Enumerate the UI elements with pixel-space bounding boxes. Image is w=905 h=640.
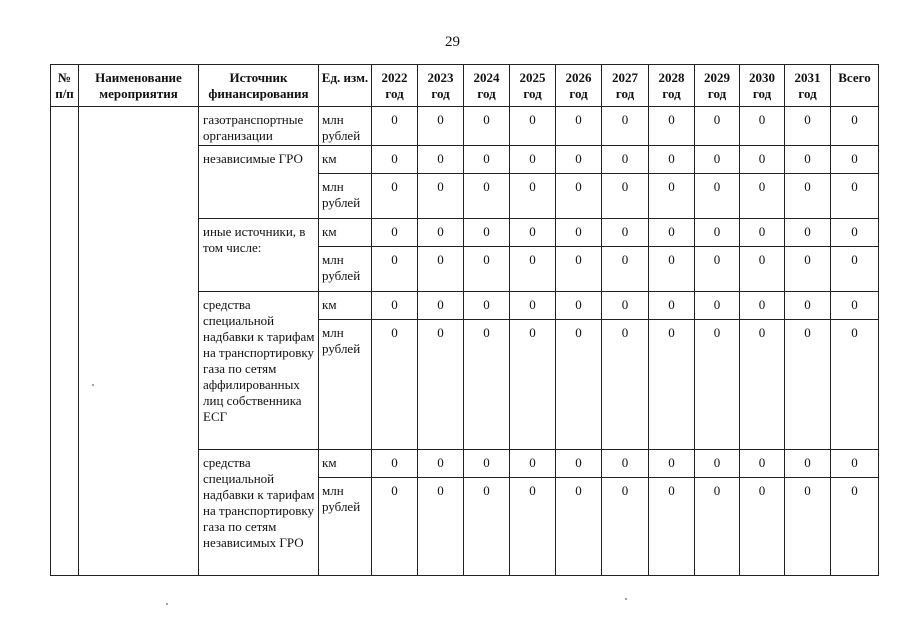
scan-speck	[92, 384, 94, 386]
value-cell: 0	[649, 107, 695, 146]
value-cell: 0	[556, 107, 602, 146]
value-cell: 0	[556, 146, 602, 174]
total-cell: 0	[831, 478, 879, 576]
header-unit: Ед. изм.	[319, 65, 372, 107]
header-total: Всего	[831, 65, 879, 107]
value-cell: 0	[556, 174, 602, 219]
unit-cell: млн рублей	[319, 107, 372, 146]
value-cell: 0	[556, 292, 602, 320]
value-cell: 0	[695, 219, 740, 247]
value-cell: 0	[372, 247, 418, 292]
value-cell: 0	[695, 174, 740, 219]
header-year: 2026 год	[556, 65, 602, 107]
value-cell: 0	[464, 219, 510, 247]
value-cell: 0	[740, 107, 785, 146]
value-cell: 0	[785, 146, 831, 174]
value-cell: 0	[510, 450, 556, 478]
value-cell: 0	[785, 219, 831, 247]
value-cell: 0	[649, 478, 695, 576]
value-cell: 0	[740, 292, 785, 320]
value-cell: 0	[418, 478, 464, 576]
value-cell: 0	[740, 450, 785, 478]
value-cell: 0	[649, 219, 695, 247]
unit-cell: млн рублей	[319, 478, 372, 576]
value-cell: 0	[785, 247, 831, 292]
value-cell: 0	[649, 146, 695, 174]
unit-cell: млн рублей	[319, 320, 372, 450]
value-cell: 0	[418, 247, 464, 292]
header-source: Источник финансирования	[199, 65, 319, 107]
unit-cell: млн рублей	[319, 174, 372, 219]
value-cell: 0	[464, 107, 510, 146]
value-cell: 0	[785, 320, 831, 450]
total-cell: 0	[831, 174, 879, 219]
num-cell	[51, 107, 79, 576]
table-row	[51, 107, 879, 146]
value-cell: 0	[695, 320, 740, 450]
value-cell: 0	[695, 450, 740, 478]
source-cell: средства специальной надбавки к тарифам на транспортировку газа по сетям аффилированных лиц собственника ЕСГ	[199, 292, 319, 450]
source-cell: независимые ГРО	[199, 146, 319, 219]
value-cell: 0	[510, 478, 556, 576]
header-year: 2023 год	[418, 65, 464, 107]
header-year: 2024 год	[464, 65, 510, 107]
unit-cell: км	[319, 146, 372, 174]
value-cell: 0	[418, 450, 464, 478]
value-cell: 0	[418, 174, 464, 219]
value-cell: 0	[464, 320, 510, 450]
value-cell: 0	[785, 292, 831, 320]
header-year: 2031 год	[785, 65, 831, 107]
header-year: 2029 год	[695, 65, 740, 107]
value-cell: 0	[785, 450, 831, 478]
source-cell: иные источники, в том числе:	[199, 219, 319, 292]
value-cell: 0	[785, 107, 831, 146]
value-cell: 0	[556, 219, 602, 247]
table-body	[51, 107, 879, 576]
value-cell: 0	[695, 292, 740, 320]
value-cell: 0	[602, 478, 649, 576]
value-cell: 0	[740, 219, 785, 247]
value-cell: 0	[649, 174, 695, 219]
value-cell: 0	[464, 478, 510, 576]
value-cell: 0	[418, 292, 464, 320]
value-cell: 0	[740, 174, 785, 219]
total-cell: 0	[831, 219, 879, 247]
header-year: 2027 год	[602, 65, 649, 107]
value-cell: 0	[556, 247, 602, 292]
header-year: 2028 год	[649, 65, 695, 107]
value-cell: 0	[510, 247, 556, 292]
source-cell: газотранспортные организации	[199, 107, 319, 146]
value-cell: 0	[372, 478, 418, 576]
value-cell: 0	[602, 107, 649, 146]
unit-cell: км	[319, 450, 372, 478]
value-cell: 0	[602, 219, 649, 247]
value-cell: 0	[464, 292, 510, 320]
value-cell: 0	[510, 107, 556, 146]
value-cell: 0	[649, 450, 695, 478]
value-cell: 0	[372, 292, 418, 320]
total-cell: 0	[831, 292, 879, 320]
total-cell: 0	[831, 146, 879, 174]
value-cell: 0	[418, 146, 464, 174]
value-cell: 0	[372, 107, 418, 146]
value-cell: 0	[602, 320, 649, 450]
value-cell: 0	[649, 247, 695, 292]
value-cell: 0	[602, 292, 649, 320]
value-cell: 0	[695, 478, 740, 576]
value-cell: 0	[372, 174, 418, 219]
value-cell: 0	[372, 320, 418, 450]
value-cell: 0	[510, 219, 556, 247]
unit-cell: км	[319, 292, 372, 320]
value-cell: 0	[602, 450, 649, 478]
total-cell: 0	[831, 320, 879, 450]
value-cell: 0	[510, 292, 556, 320]
value-cell: 0	[510, 174, 556, 219]
value-cell: 0	[510, 146, 556, 174]
value-cell: 0	[740, 247, 785, 292]
header-year: 2022 год	[372, 65, 418, 107]
source-cell: средства специальной надбавки к тарифам на транспортировку газа по сетям независимых ГРО	[199, 450, 319, 576]
value-cell: 0	[695, 107, 740, 146]
value-cell: 0	[556, 450, 602, 478]
scan-speck	[625, 598, 627, 600]
value-cell: 0	[649, 320, 695, 450]
name-cell	[79, 107, 199, 576]
value-cell: 0	[556, 478, 602, 576]
value-cell: 0	[740, 146, 785, 174]
header-num: № п/п	[51, 65, 79, 107]
value-cell: 0	[602, 146, 649, 174]
page-number: 29	[445, 34, 460, 50]
unit-cell: млн рублей	[319, 247, 372, 292]
total-cell: 0	[831, 107, 879, 146]
value-cell: 0	[372, 146, 418, 174]
value-cell: 0	[785, 174, 831, 219]
scan-speck	[166, 603, 168, 605]
value-cell: 0	[695, 146, 740, 174]
total-cell: 0	[831, 247, 879, 292]
funding-table	[50, 64, 879, 576]
value-cell: 0	[464, 146, 510, 174]
value-cell: 0	[418, 320, 464, 450]
value-cell: 0	[510, 320, 556, 450]
value-cell: 0	[785, 478, 831, 576]
header-year: 2025 год	[510, 65, 556, 107]
unit-cell: км	[319, 219, 372, 247]
value-cell: 0	[464, 450, 510, 478]
value-cell: 0	[464, 174, 510, 219]
total-cell: 0	[831, 450, 879, 478]
header-name: Наименование мероприятия	[79, 65, 199, 107]
value-cell: 0	[418, 219, 464, 247]
value-cell: 0	[740, 320, 785, 450]
value-cell: 0	[649, 292, 695, 320]
value-cell: 0	[556, 320, 602, 450]
header-year: 2030 год	[740, 65, 785, 107]
value-cell: 0	[418, 107, 464, 146]
value-cell: 0	[602, 174, 649, 219]
value-cell: 0	[372, 219, 418, 247]
value-cell: 0	[464, 247, 510, 292]
value-cell: 0	[740, 478, 785, 576]
value-cell: 0	[695, 247, 740, 292]
header-row	[51, 65, 879, 107]
value-cell: 0	[372, 450, 418, 478]
value-cell: 0	[602, 247, 649, 292]
